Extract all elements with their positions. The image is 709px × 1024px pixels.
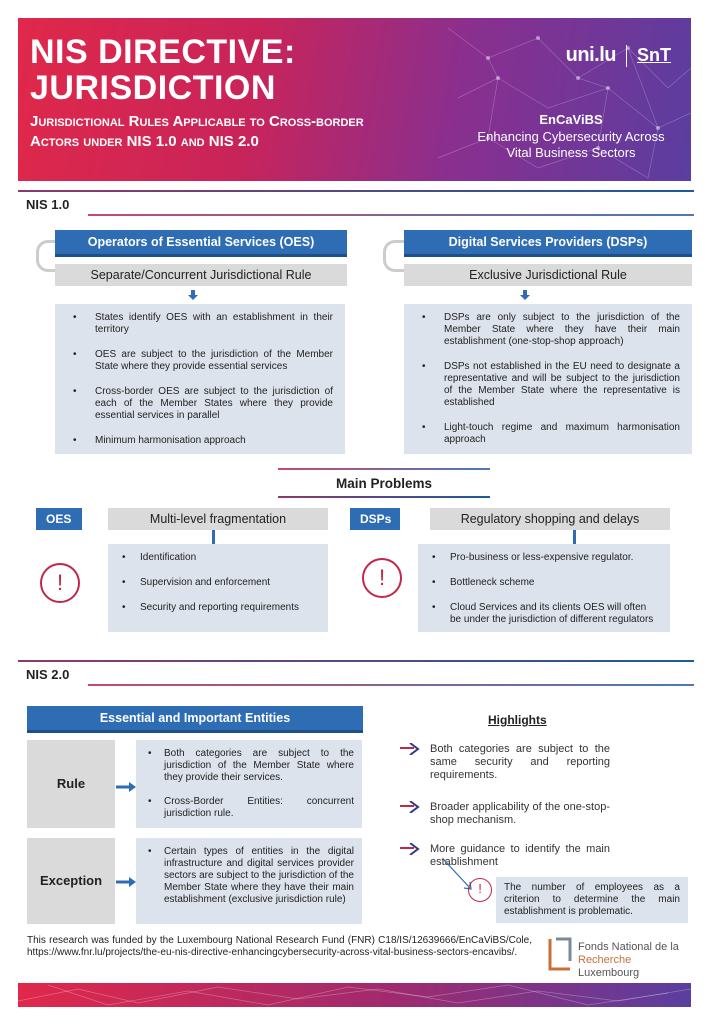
oes-title-bar: Operators of Essential Services (OES) (55, 230, 347, 257)
poster-title (30, 34, 296, 106)
exception-arrow-icon (116, 877, 136, 887)
highlight-text-3: More guidance to identify the main establishment (430, 843, 610, 868)
dsp-rule-bar: Exclusive Jurisdictional Rule (404, 264, 692, 286)
dsp-item-2: • DSPs not established in the EU need to designate a representative and will be subject to the jurisdiction of the Member State where the representative is established (416, 361, 680, 409)
section-line-bottom (88, 684, 694, 686)
fnr-name-line-1: Fonds National de la (578, 941, 679, 953)
fnr-luxembourg: Luxembourg (578, 967, 640, 979)
oes-item-2: • OES are subject to the jurisdiction of the Member State where they provide essential services (67, 349, 333, 373)
poster-header (18, 18, 691, 181)
fnr-name (578, 941, 688, 980)
dsp-title-bar: Digital Services Providers (DSPs) (404, 230, 692, 257)
highlight-1 (400, 743, 610, 782)
highlight-2 (400, 801, 610, 827)
nis1-section-header (18, 190, 694, 216)
footer-band (18, 983, 691, 1007)
oes-problem-3: • Security and reporting requirements (118, 602, 318, 614)
dsp-tag: DSPs (350, 508, 400, 530)
fnr-recherche: Recherche (578, 954, 632, 966)
snt-logo: SnT (637, 45, 671, 65)
fnr-logo (548, 937, 688, 979)
nis1-label: NIS 1.0 (26, 197, 70, 212)
highlight-arrow-icon (400, 743, 420, 755)
dsp-item-1: • DSPs are only subject to the jurisdiction of the Member State where they have their main establishment (one-stop-shop approach) (416, 312, 680, 348)
highlight-3 (400, 843, 610, 869)
fnr-mark-icon (548, 937, 572, 971)
dsp-problem-1: • Pro-business or less-expensive regulator. (428, 552, 660, 564)
dsp-list (404, 304, 692, 454)
dsp-problem-connector (573, 530, 576, 544)
oes-problem-1: • Identification (118, 552, 318, 564)
highlight-arrow-icon (400, 801, 420, 813)
oes-warning-icon: ! (40, 563, 80, 603)
dsp-problem-2: • Bottleneck scheme (428, 577, 660, 589)
highlight-arrow-icon (400, 843, 420, 855)
oes-problem-bar: Multi-level fragmentation (108, 508, 328, 530)
highlights-title: Highlights (488, 713, 547, 727)
highlight-note: The number of employees as a criterion to determine the main establishment is problematic. (496, 877, 688, 923)
exception-list (136, 838, 362, 924)
nis2-label: NIS 2.0 (26, 667, 70, 682)
entities-title-bar: Essential and Important Entities (27, 706, 363, 733)
oes-item-3: • Cross-border OES are subject to the jurisdiction of each of the Member States where they provide essential services in parallel (67, 386, 333, 422)
oes-down-arrow-icon (188, 290, 198, 300)
nis2-section-header (18, 660, 694, 686)
main-problems-title: Main Problems (335, 476, 433, 491)
mp-line-bottom (278, 496, 490, 498)
exception-item-1: • Certain types of entities in the digital infrastructure and digital services provider sectors are subject to the jurisdiction of the Member State where they have their main establishment (exclusive jurisdiction rule) (144, 846, 354, 906)
oes-problem-connector (212, 530, 215, 544)
oes-item-1: • States identify OES with an establishment in their territory (67, 312, 333, 336)
rule-label: Rule (27, 740, 115, 828)
exception-label: Exception (27, 838, 115, 924)
highlight-text-2: Broader applicability of the one-stop-shop mechanism. (430, 801, 610, 826)
funding-statement: This research was funded by the Luxembourg National Research Fund (FNR) C18/IS/12639666/EnCaViBS/Cole, https://www.fnr.lu/projects/the-eu-nis-directive-enhancingcybersecurity-across-vital-business-sectors-encavibs/. (27, 935, 532, 958)
oes-item-4: • Minimum harmonisation approach (67, 435, 333, 447)
dsp-problem-list (418, 544, 670, 632)
section-line-bottom (88, 214, 694, 216)
rule-item-2: • Cross-Border Entities: concurrent jurisdiction rule. (144, 796, 354, 820)
title-line-1: NIS DIRECTIVE: (30, 33, 296, 71)
rule-item-1: • Both categories are subject to the jurisdiction of the Member State where they provide their services. (144, 748, 354, 784)
note-warning-icon: ! (468, 878, 492, 902)
project-info (471, 112, 671, 161)
rule-list (136, 740, 362, 828)
logo-divider (626, 45, 627, 67)
title-line-2: JURISDICTION (30, 69, 276, 107)
uni-lu-logo: uni.lu (565, 44, 616, 66)
rule-arrow-icon (116, 782, 136, 792)
oes-rule-bar: Separate/Concurrent Jurisdictional Rule (55, 264, 347, 286)
project-name: EnCaViBS (539, 112, 603, 127)
oes-problem-list (108, 544, 328, 632)
oes-problem-2: • Supervision and enforcement (118, 577, 318, 589)
poster-subtitle: Jurisdictional Rules Applicable to Cross-border Actors under NIS 1.0 and NIS 2.0 (30, 113, 364, 150)
main-problems-title-block (278, 468, 490, 498)
oes-list (55, 304, 345, 454)
footer-network-pattern (18, 983, 691, 1007)
fnr-name-line-2 (578, 954, 688, 980)
oes-tag: OES (36, 508, 82, 530)
dsp-warning-icon: ! (362, 558, 402, 598)
university-logos (566, 44, 671, 67)
dsp-problem-3: • Cloud Services and its clients OES will often be under the jurisdiction of different regulators (428, 602, 660, 626)
dsp-problem-bar: Regulatory shopping and delays (430, 508, 670, 530)
project-description: Enhancing Cybersecurity Across Vital Business Sectors (477, 129, 665, 160)
highlight-text-1: Both categories are subject to the same security and reporting requirements. (430, 743, 610, 781)
dsp-down-arrow-icon (520, 290, 530, 300)
dsp-item-3: • Light-touch regime and maximum harmonisation approach (416, 422, 680, 446)
